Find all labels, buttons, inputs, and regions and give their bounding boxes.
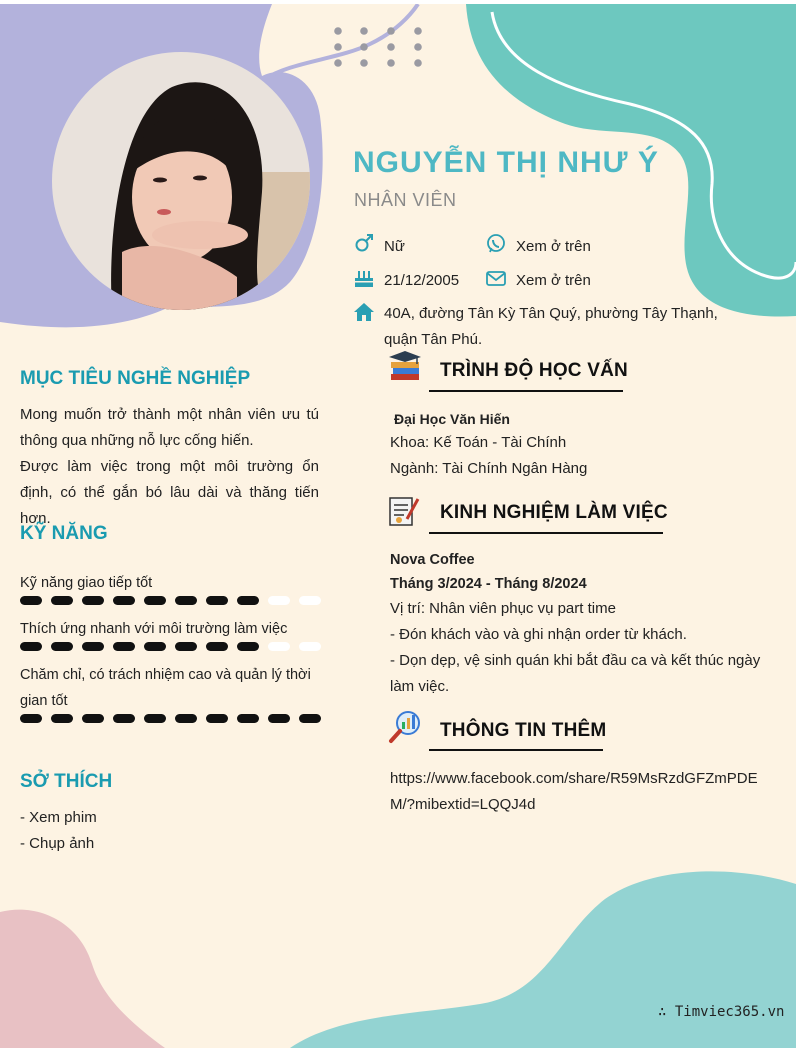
skill-dot: [51, 714, 73, 723]
pink-blob: [0, 910, 165, 1048]
skill-dot: [113, 596, 135, 605]
purple-line: [265, 4, 418, 79]
education-major: Ngành: Tài Chính Ngân Hàng: [390, 460, 588, 477]
gender-value: Nữ: [384, 238, 405, 255]
skill-dot: [144, 642, 166, 651]
skill-dot: [113, 642, 135, 651]
email-value: Xem ở trên: [516, 272, 591, 289]
skill-dot: [82, 714, 104, 723]
profile-photo: [52, 52, 310, 310]
email-icon: [485, 267, 507, 289]
skill-dot: [268, 596, 290, 605]
skill-label-2: Thích ứng nhanh với môi trường làm việc: [20, 621, 288, 637]
extra-info-heading: THÔNG TIN THÊM: [440, 720, 607, 741]
skill-dot: [268, 642, 290, 651]
experience-company: Nova Coffee: [390, 552, 475, 568]
address-line-1: 40A, đường Tân Kỳ Tân Quý, phường Tây Thạnh,: [384, 305, 718, 322]
extra-info-underline: [429, 749, 603, 751]
skill-dot: [237, 714, 259, 723]
skill-dot: [299, 596, 321, 605]
experience-heading: KINH NGHIỆM LÀM VIỆC: [440, 502, 668, 523]
skill-dot: [20, 596, 42, 605]
hobbies-heading: SỞ THÍCH: [20, 771, 113, 792]
facebook-link[interactable]: https://www.facebook.com/share/R59MsRzdGFZmPDEM/?mibextid=LQQJ4d: [390, 770, 758, 813]
cv-page: [0, 4, 796, 1048]
gender-icon: [353, 233, 375, 255]
skill-label-3: Chăm chỉ, có trách nhiệm cao và quản lý thời gian tốt: [20, 667, 311, 709]
skill-dot: [206, 714, 228, 723]
skill-dot: [206, 596, 228, 605]
home-icon: [353, 301, 375, 323]
skill-dot: [268, 714, 290, 723]
experience-period: Tháng 3/2024 - Tháng 8/2024: [390, 576, 587, 592]
skill-label-1: Kỹ năng giao tiếp tốt: [20, 575, 153, 591]
skill-level-2: [20, 642, 321, 651]
site-watermark: ∴ Timviec365.vn: [658, 1004, 785, 1020]
candidate-name: NGUYỄN THỊ NHƯ Ý: [353, 146, 659, 179]
skill-dot: [175, 714, 197, 723]
objective-heading: MỤC TIÊU NGHỀ NGHIỆP: [20, 368, 251, 389]
education-icon: [388, 350, 422, 384]
hobby-item: - Xem phim: [20, 809, 97, 826]
address-line-2: quận Tân Phú.: [384, 331, 483, 348]
objective-text-2: Được làm việc trong một môi trường ổn định, có thể gắn bó lâu dài và thăng tiến hơn.: [20, 458, 319, 527]
experience-task: - Dọn dẹp, vệ sinh quán khi bắt đầu ca và kết thúc ngày làm việc.: [390, 652, 761, 695]
skill-dot: [175, 642, 197, 651]
skill-dot: [113, 714, 135, 723]
skill-dot: [20, 642, 42, 651]
experience-role: Vị trí: Nhân viên phục vụ part time: [390, 600, 616, 617]
candidate-position: NHÂN VIÊN: [354, 190, 457, 210]
birthday-cake-icon: [353, 267, 375, 289]
skill-dot: [51, 642, 73, 651]
teal-bottom-blob: [290, 871, 796, 1048]
experience-task: - Đón khách vào và ghi nhận order từ khách.: [390, 626, 687, 643]
skill-dot: [20, 714, 42, 723]
objective-text-1: Mong muốn trở thành một nhân viên ưu tú thông qua những nỗ lực cống hiến.: [20, 406, 319, 449]
skill-dot: [206, 642, 228, 651]
phone-value: Xem ở trên: [516, 238, 591, 255]
skill-dot: [175, 596, 197, 605]
skill-dot: [144, 596, 166, 605]
education-underline: [429, 390, 623, 392]
skill-level-3: [20, 714, 321, 723]
phone-icon: [485, 233, 507, 255]
skill-dot: [237, 642, 259, 651]
skills-heading: KỸ NĂNG: [20, 523, 108, 544]
skill-dot: [82, 596, 104, 605]
hobby-item: - Chụp ảnh: [20, 835, 95, 852]
birthday-value: 21/12/2005: [384, 272, 460, 289]
education-heading: TRÌNH ĐỘ HỌC VẤN: [440, 360, 628, 381]
education-school: Đại Học Văn Hiến: [394, 411, 510, 427]
experience-icon: [388, 495, 422, 527]
skill-dot: [299, 642, 321, 651]
skill-dot: [51, 596, 73, 605]
skill-level-1: [20, 596, 321, 605]
skill-dot: [144, 714, 166, 723]
education-faculty: Khoa: Kế Toán - Tài Chính: [390, 434, 567, 451]
skill-dot: [82, 642, 104, 651]
skill-dot: [237, 596, 259, 605]
analytics-icon: [388, 710, 422, 744]
skill-dot: [299, 714, 321, 723]
dots-decoration: [334, 27, 422, 67]
experience-underline: [429, 532, 663, 534]
